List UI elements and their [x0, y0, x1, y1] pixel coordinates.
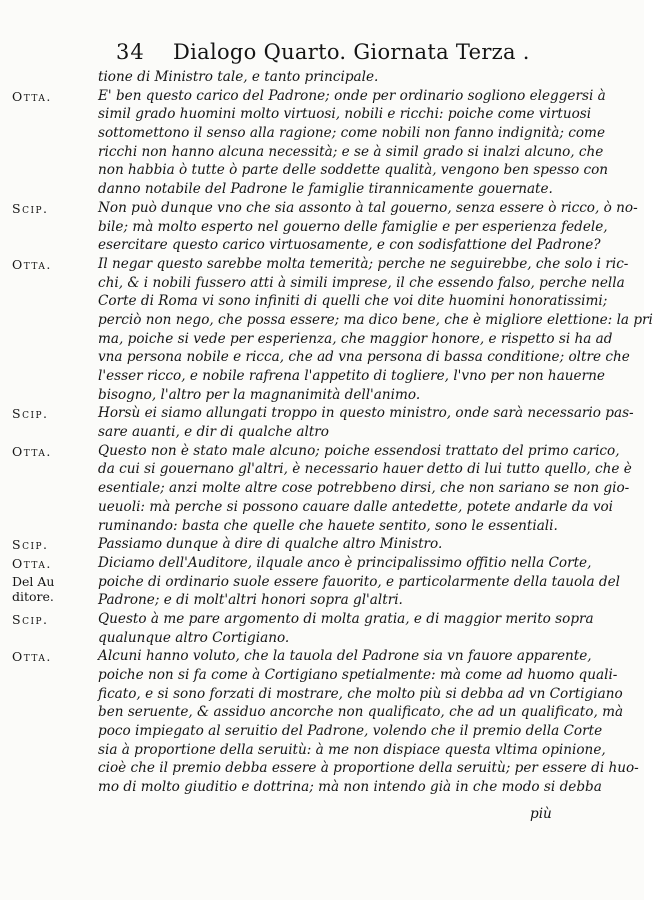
text-line: ma, poiche si vede per esperienza, che maggior honore, e rispetto si ha ad: [98, 330, 613, 347]
text-line: bisogno, l'altro per la magnanimità dell'animo.: [98, 386, 421, 403]
speaker-label: Scip.: [12, 611, 49, 627]
text-line: vna persona nobile e ricca, che ad vna persona di bassa conditione; oltre che: [98, 349, 630, 366]
speaker-label: Otta.: [12, 555, 52, 571]
page-number: 34: [116, 40, 145, 64]
text-line: non habbia ò tutte ò parte delle soddette qualità, vengono ben spesso con: [98, 162, 609, 179]
speaker-label: Otta.: [12, 649, 52, 665]
text-line: E' ben questo carico del Padrone; onde per ordinario sogliono eleggersi à: [98, 87, 606, 104]
text-line: Il negar questo sarebbe molta temerità; perche ne seguirebbe, che solo i ric-: [98, 255, 629, 272]
speech-block: [0, 68, 644, 87]
text-line: esentiale; anzi molte altre cose potrebbeno dirsi, che non sariano se non gio-: [98, 480, 630, 497]
dialogue-body: [0, 68, 653, 797]
text-line: Corte di Roma vi sono infiniti di quelli che voi dite huomini honoratissimi;: [98, 293, 608, 310]
text-line: da cui si gouernano gl'altri, è necessario hauer detto di lui tutto quello, che è: [98, 461, 632, 478]
speech-block: [0, 255, 653, 405]
speech-block: [0, 442, 644, 535]
text-line: ben seruente, & assiduo ancorche non qualificato, che ad un qualificato, mà: [98, 704, 624, 721]
speech-block: [0, 610, 644, 647]
speech-block: [0, 554, 644, 610]
text-line: qualunque altro Cortigiano.: [98, 629, 290, 646]
text-line: poco impiegato al seruitio del Padrone, volendo che il premio della Corte: [98, 723, 603, 740]
margin-note: Del Au ditore.: [12, 573, 55, 604]
text-line: bile; mà molto esperto nel gouerno delle famiglie e per esperienza fedele,: [98, 218, 608, 235]
text-line: sia à proportione della seruitù: à me non dispiace questa vltima opinione,: [98, 741, 606, 758]
speech-block: [0, 647, 644, 797]
text-line: cioè che il premio debba essere à proportione della seruitù; per essere di huo-: [98, 760, 639, 777]
text-line: Passiamo dunque à dire di qualche altro Ministro.: [98, 536, 443, 553]
speech-block: [0, 87, 644, 199]
text-line: danno notabile del Padrone le famiglie tirannicamente gouernate.: [98, 181, 553, 198]
speaker-label: Scip.: [12, 200, 49, 216]
speech-block: [0, 404, 644, 441]
text-line: l'esser ricco, e nobile rafrena l'appetito di togliere, l'vno per non hauerne: [98, 368, 605, 384]
speaker-label: Otta.: [12, 256, 52, 272]
text-line: ficato, e si sono forzati di mostrare, che molto più si debba ad vn Cortigiano: [98, 685, 623, 702]
text-line: Diciamo dell'Auditore, ilquale anco è principalissimo offitio nella Corte,: [98, 554, 592, 571]
text-line: Horsù ei siamo allungati troppo in questo ministro, onde sarà necessario pas-: [98, 405, 634, 422]
text-line: sare auanti, e dir di qualche altro: [98, 424, 329, 441]
text-line: Questo à me pare argomento di molta gratia, e di maggior merito sopra: [98, 610, 594, 627]
text-line: poiche di ordinario suole essere fauorito, e particolarmente della tauola del: [98, 573, 621, 590]
text-line: mo di molto giuditio e dottrina; mà non intendo già in che modo si debba: [98, 779, 602, 796]
text-line: ricchi non hanno alcuna necessità; e se à simil grado si inalzi alcuno, che: [98, 143, 604, 160]
text-line: Questo non è stato male alcuno; poiche essendosi trattato del primo carico,: [98, 442, 620, 459]
catchword: più: [530, 806, 552, 822]
text-line: ueuoli: mà perche si possono cauare dalle antedette, potete andarle da voi: [98, 498, 614, 515]
speech-block: [0, 199, 644, 255]
speaker-label: Otta.: [12, 88, 52, 104]
text-line: perciò non nego, che possa essere; ma dico bene, che è migliore elettione: la pri: [98, 311, 653, 328]
speech-block: [0, 535, 644, 554]
text-line: Non può dunque vno che sia assonto à tal gouerno, senza essere ò ricco, ò no-: [98, 199, 638, 216]
text-line: simil grado huomini molto virtuosi, nobili e ricchi: poiche come virtuosi: [98, 106, 592, 123]
text-line: chi, & i nobili fussero atti à simili imprese, il che essendo falso, perche nella: [98, 274, 625, 291]
speaker-label: Scip.: [12, 537, 49, 553]
running-title: Dialogo Quarto. Giornata Terza .: [173, 40, 530, 64]
text-line: tione di Ministro tale, e tanto principale.: [98, 69, 379, 85]
text-line: Alcuni hanno voluto, che la tauola del Padrone sia vn fauore apparente,: [98, 648, 592, 665]
text-line: Padrone; e di molt'altri honori sopra gl'altri.: [98, 592, 403, 609]
speaker-label: Otta.: [12, 443, 52, 459]
speaker-label: Scip.: [12, 406, 49, 422]
text-line: sottomettono il senso alla ragione; come nobili non fanno indignità; come: [98, 125, 605, 142]
text-line: poiche non si fa come à Cortigiano spetialmente: mà come ad huomo quali-: [98, 667, 618, 683]
text-line: esercitare questo carico virtuosamente, e con sodisfattione del Padrone?: [98, 237, 601, 254]
text-line: ruminando: basta che quelle che hauete sentito, sono le essentiali.: [98, 517, 558, 534]
